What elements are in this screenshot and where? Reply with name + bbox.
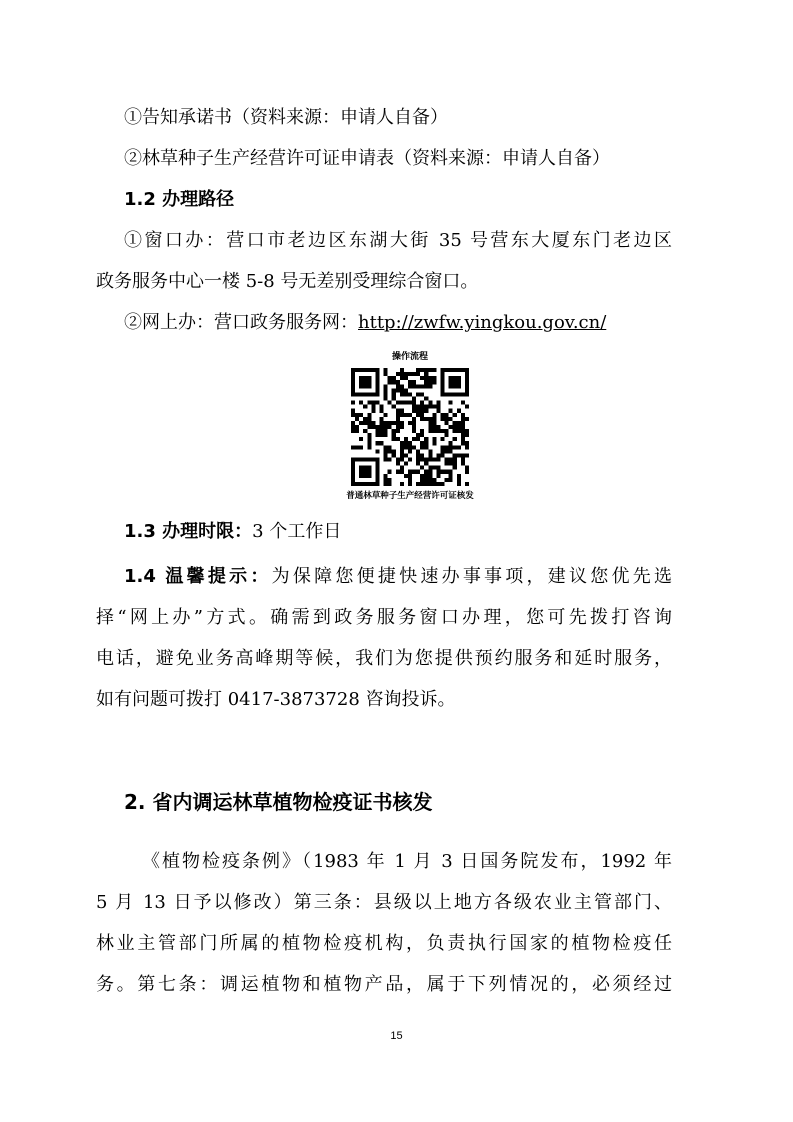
qr-caption: 普通林草种子生产经营许可证核发 [346,491,474,501]
online-service-line [124,311,606,335]
regulation-line-2: 5 月 13 日予以修改）第三条：县级以上地方各级农业主管部门、 [96,892,672,913]
reminder-line-4: 如有问题可拨打 0417-3873728 咨询投诉。 [96,689,456,710]
qr-code-icon [351,368,469,486]
regulation-line-1: 《植物检疫条例》（1983 年 1 月 3 日国务院发布，1992 年 [142,851,672,872]
material-item-2: ②林草种子生产经营许可证申请表（资料来源：申请人自备） [124,148,610,169]
section-heading-2: 2. 省内调运林草植物检疫证书核发 [124,790,433,814]
online-service-link[interactable]: http://zwfw.yingkou.gov.cn/ [358,312,607,333]
reminder-label: 1.4 温馨提示： [124,566,272,587]
online-service-label: ②网上办：营口政务服务网： [124,312,358,333]
reminder-line-2: 择“网上办”方式。确需到政务服务窗口办理，您可先拨打咨询 [96,607,672,628]
regulation-line-3: 林业主管部门所属的植物检疫机构，负责执行国家的植物检疫任 [96,933,672,954]
reminder-line-1 [124,565,672,589]
regulation-line-4: 务。第七条：调运植物和植物产品，属于下列情况的，必须经过 [96,974,672,995]
reminder-line-3: 电话，避免业务高峰期等候，我们为您提供预约服务和延时服务， [96,648,672,669]
processing-time-line [124,520,341,544]
window-address-line-1: ①窗口办：营口市老边区东湖大街 35 号营东大厦东门老边区 [124,230,672,251]
window-address-line-2: 政务服务中心一楼 5-8 号无差别受理综合窗口。 [96,271,479,292]
material-item-1: ①告知承诺书（资料来源：申请人自备） [124,107,448,128]
qr-block [340,350,480,502]
processing-time-value: 3 个工作日 [252,521,342,542]
qr-title: 操作流程 [391,352,428,362]
section-heading-1-2: 1.2 办理路径 [124,189,235,210]
processing-time-label: 1.3 办理时限： [124,521,253,542]
reminder-text-1: 为保障您便捷快速办事事项，建议您优先选 [271,566,673,587]
page-number: 15 [390,1030,403,1042]
